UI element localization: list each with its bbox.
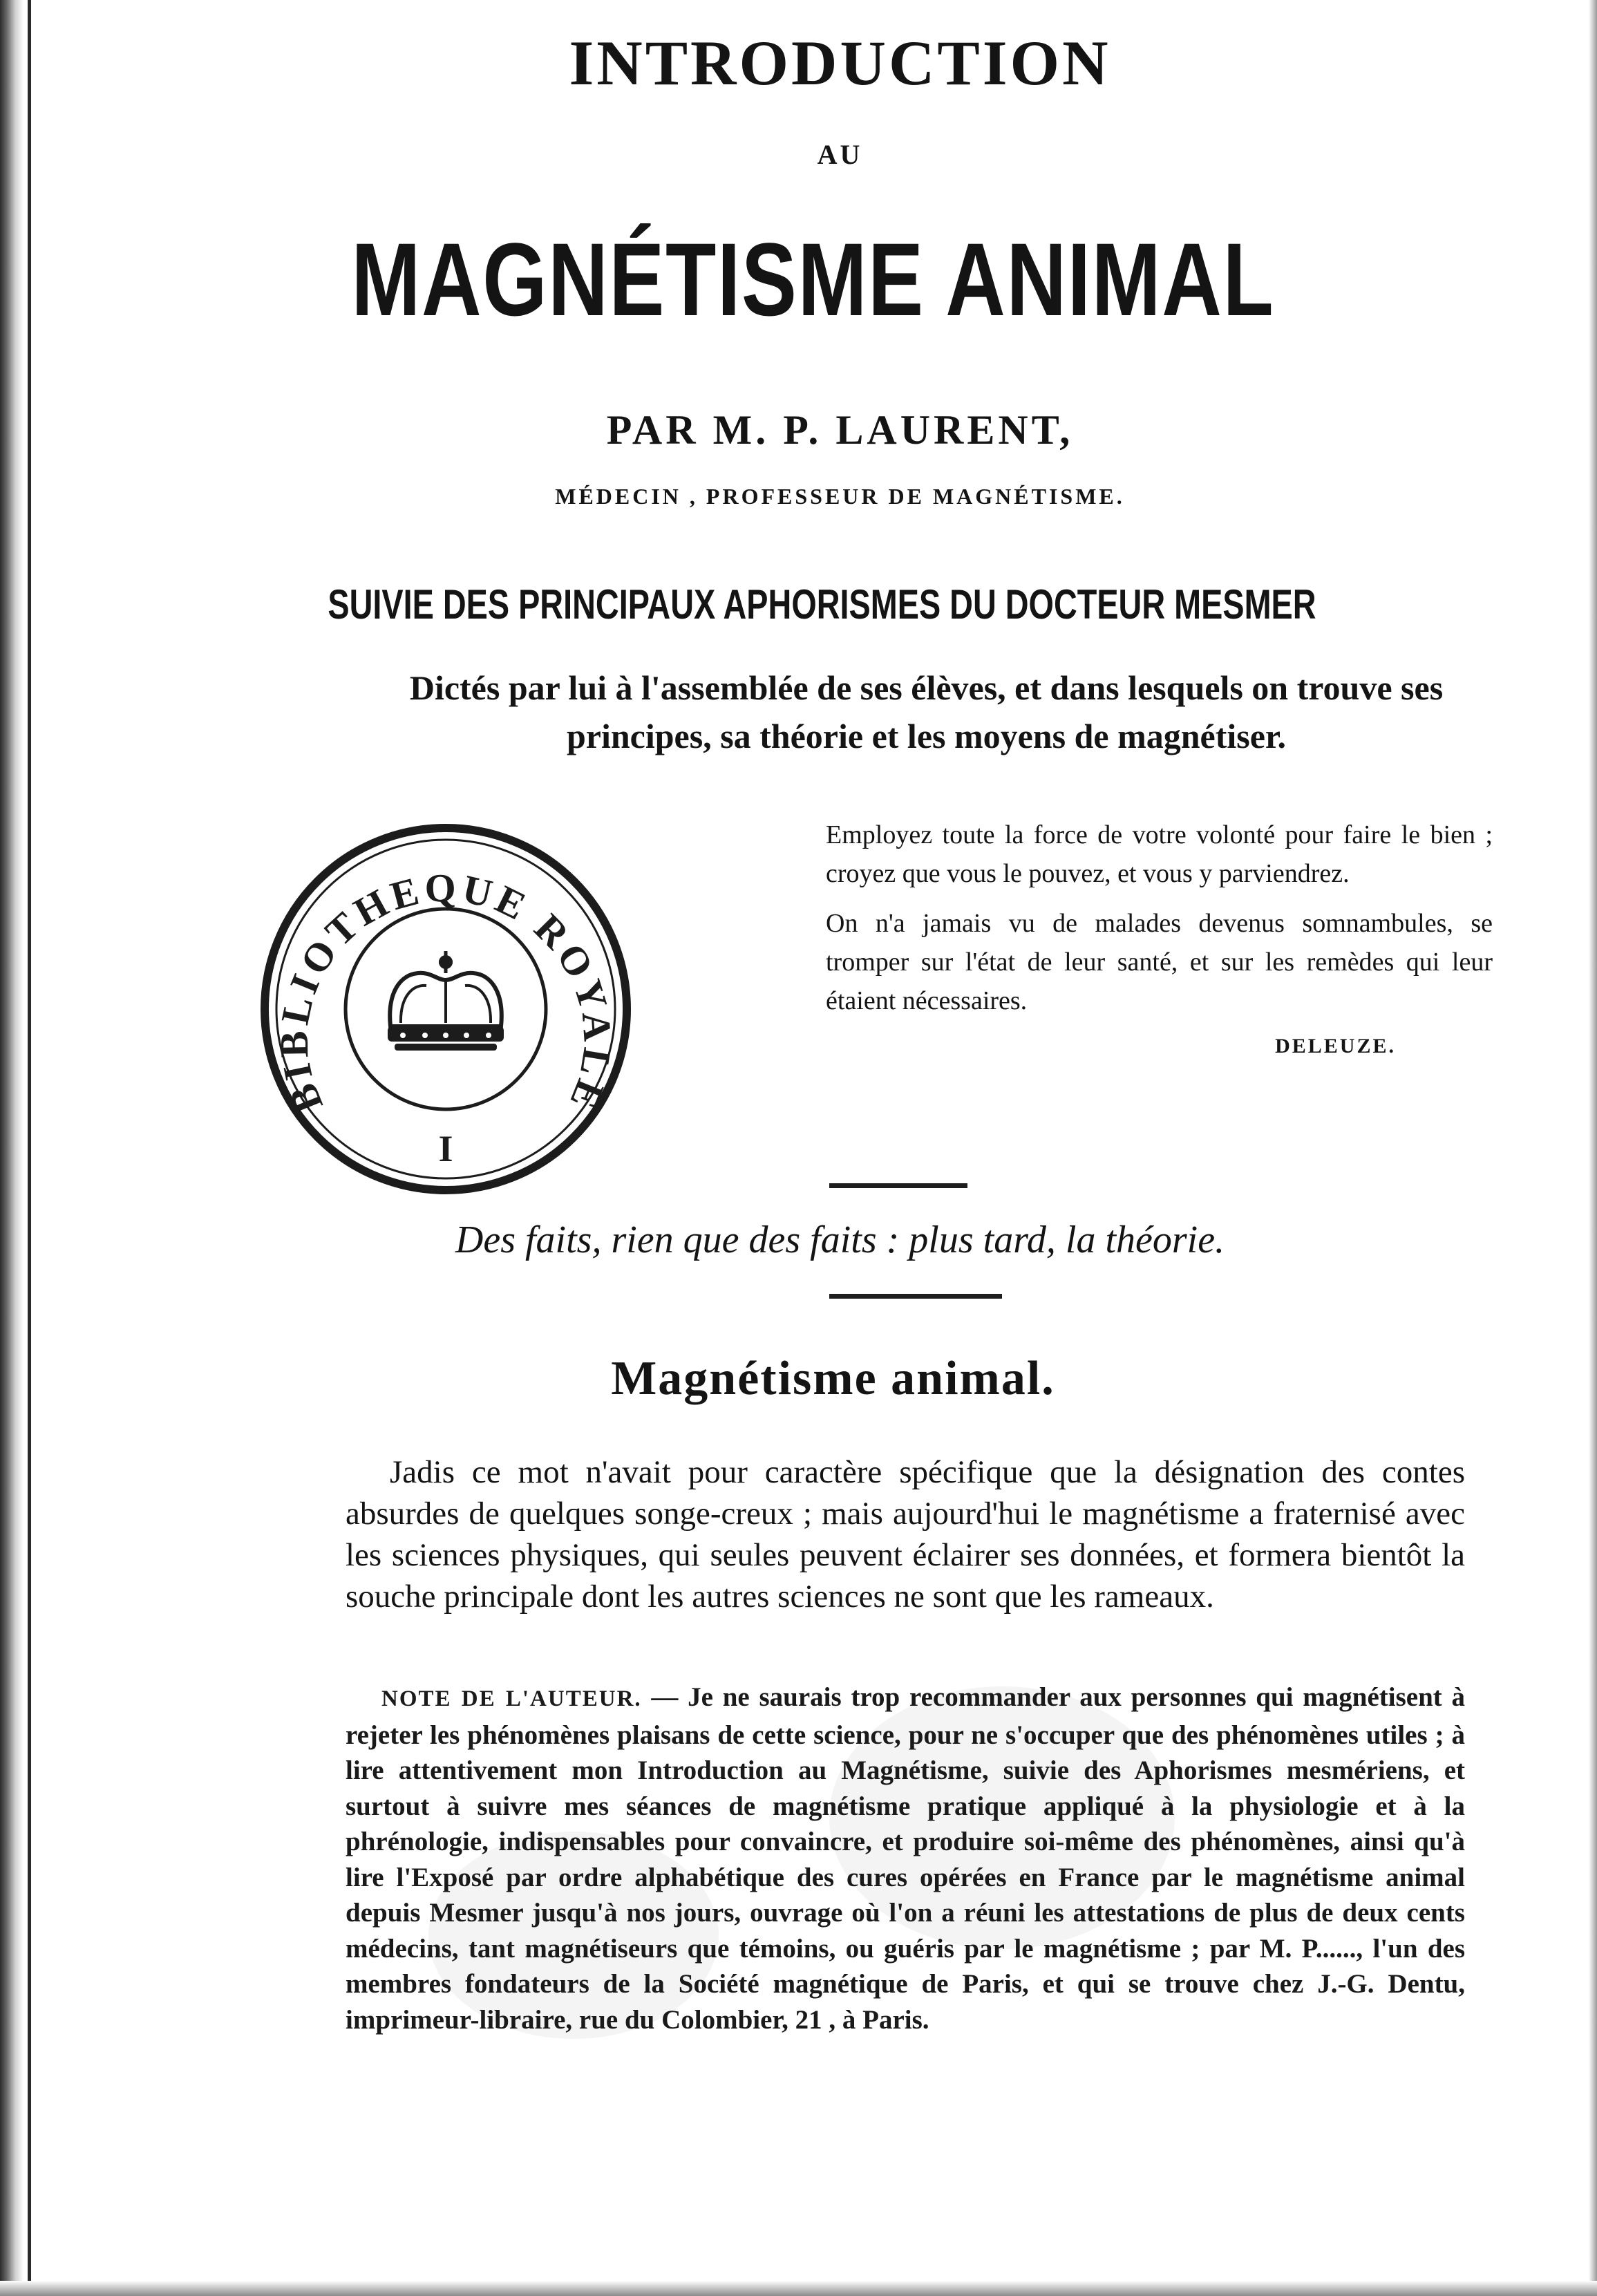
scan-left-edge: [0, 0, 23, 2296]
stamp-mark: I: [438, 1128, 453, 1169]
subtitle-description: Dictés par lui à l'assemblée de ses élèves, et dans lesquels on trouve ses principes, sa théorie et les moyens de magnétiser.: [409, 668, 1444, 755]
epigraph-paragraph: Employez toute la force de votre volonté pour faire le bien ; croyez que vous le pouvez, et vous y parviendrez.: [826, 820, 1493, 888]
title-introduction: INTRODUCTION: [569, 28, 1111, 98]
divider-rule: [829, 1183, 967, 1188]
library-stamp: [252, 816, 639, 1203]
scan-right-edge: [1589, 0, 1597, 2296]
epigraph-paragraph: On n'a jamais vu de malades devenus somnambules, se tromper sur l'état de leur santé, et sur les remèdes qui leur étaient nécessaires.: [826, 909, 1493, 1015]
crown-icon: [388, 951, 504, 1051]
title-au: AU: [817, 139, 863, 170]
section-title: Magnétisme animal.: [611, 1352, 1055, 1405]
body-paragraph: Jadis ce mot n'avait pour caractère spécifique que la désignation des contes absurdes de quelques songe-creux ; mais aujourd'hui le magnétisme a fraternisé avec les sciences physiques, qui seules peuvent éclairer ses données, et formera bientôt la souche principale dont les autres sciences ne sont que les rameaux.: [346, 1454, 1465, 1615]
epigraph: [826, 816, 1493, 1077]
author-note: [346, 1679, 1465, 2038]
scan-left-rule: [28, 0, 31, 2296]
note-text: — Je ne saurais trop recommander aux personnes qui magnétisent à rejeter les phénomènes plaisans de cette science, pour ne s'occuper que des phénomènes utiles ; à lire attentivement mon Introduction au Magnétisme, suivie des Aphorismes mesmériens, et surtout à suivre mes séances de magnétisme pratique appliqué à la physiologie et à la phrénologie, indispensables pour convaincre, et produire soi-même des phénomènes, ainsi qu'à lire l'Exposé par ordre alphabétique des cures opérées en France par le magnétisme animal depuis Mesmer jusqu'à nos jours, ouvrage où l'on a réuni les attestations de plus de deux cents médecins, tant magnétiseurs que témoins, ou guéris par le magnétisme ; par M. P......, l'un des membres fondateurs de la Société magnétique de Paris, et qui se trouve chez J.-G. Dentu, imprimeur-libraire, rue du Colombier, 21 , à Paris.: [346, 1682, 1465, 2035]
author-profession: MÉDECIN , PROFESSEUR DE MAGNÉTISME.: [555, 484, 1125, 509]
divider-rule: [829, 1294, 1002, 1299]
note-label: NOTE DE L'AUTEUR.: [381, 1686, 642, 1711]
scan-bottom-edge: [0, 2281, 1597, 2296]
epigraph-signature: DELEUZE.: [1275, 1035, 1396, 1057]
motto: Des faits, rien que des faits : plus tard, la théorie.: [455, 1218, 1225, 1261]
title-main: MAGNÉTISME ANIMAL: [351, 221, 1275, 337]
author-name: PAR M. P. LAURENT,: [606, 407, 1074, 453]
stamp-text: BIBLIOTHEQUE ROYALE: [271, 865, 621, 1120]
subtitle-heading: SUIVIE DES PRINCIPAUX APHORISMES DU DOCTEUR MESMER: [328, 581, 1316, 628]
